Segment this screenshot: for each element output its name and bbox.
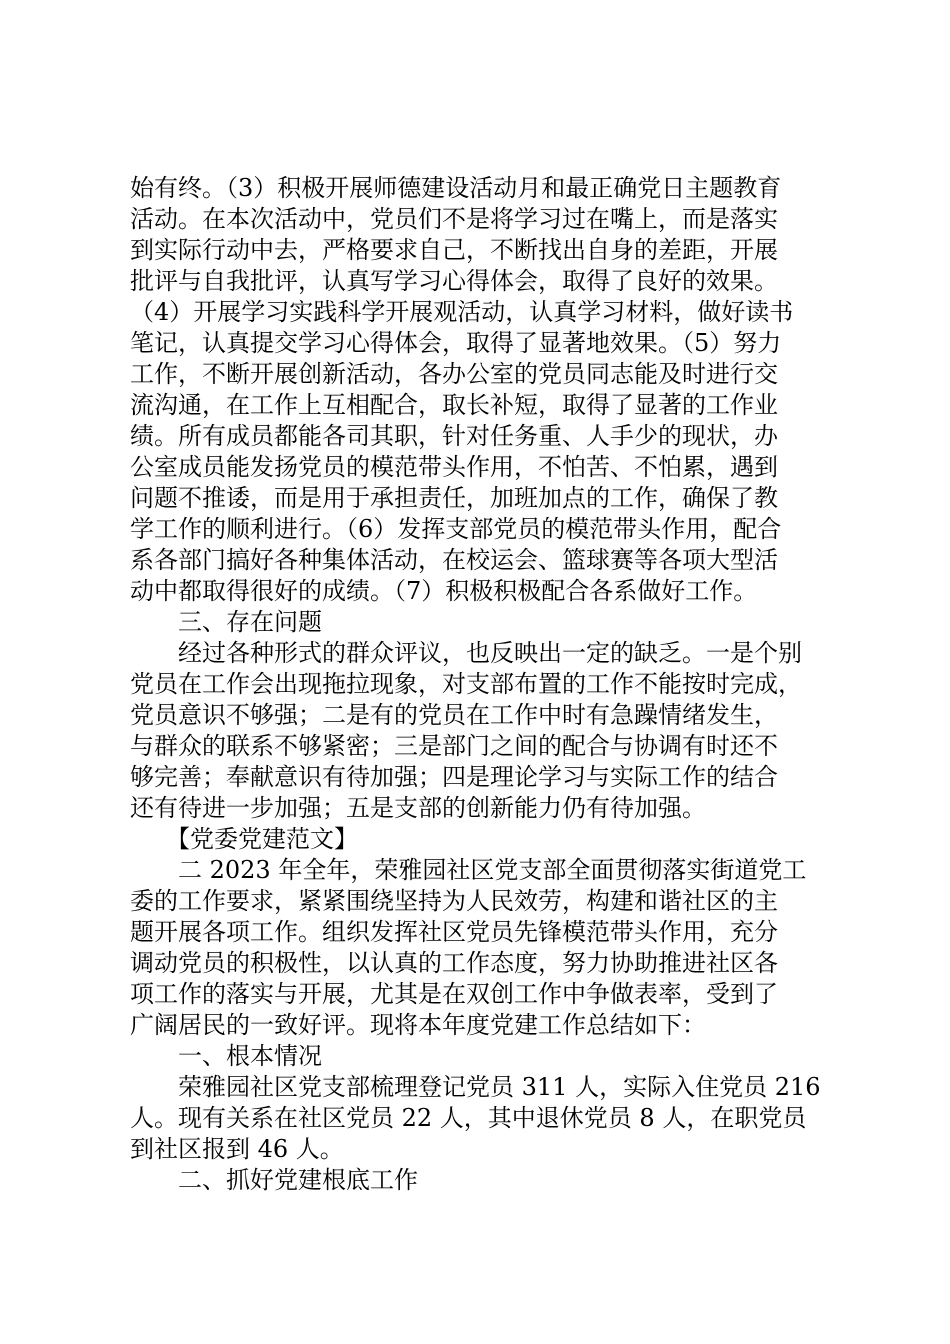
text-line: 二 2023 年全年，荣雅园社区党支部全面贯彻落实街道党工 — [130, 856, 807, 884]
text-line: 流沟通，在工作上互相配合，取长补短，取得了显著的工作业 — [130, 391, 778, 419]
text-line: 项工作的落实与开展，尤其是在双创工作中争做表率，受到了 — [130, 980, 778, 1008]
text-line: 学工作的顺利进行。（6）发挥支部党员的模范带头作用，配合 — [130, 515, 782, 543]
text-line: 人。现有关系在社区党员 22 人，其中退休党员 8 人，在职党员 — [130, 1104, 807, 1132]
text-line: 题开展各项工作。组织发挥社区党员先锋模范带头作用，充分 — [130, 918, 778, 946]
text-line: 批评与自我批评，认真写学习心得体会，取得了良好的效果。 — [130, 267, 778, 295]
text-line: 问题不推诿，而是用于承担责任，加班加点的工作，确保了教 — [130, 484, 778, 512]
text-line: 系各部门搞好各种集体活动，在校运会、篮球赛等各项大型活 — [130, 546, 778, 574]
text-line: 活动。在本次活动中，党员们不是将学习过在嘴上，而是落实 — [130, 205, 778, 233]
text-line: 广阔居民的一致好评。现将本年度党建工作总结如下： — [130, 1011, 706, 1039]
text-line: 够完善；奉献意识有待加强；四是理论学习与实际工作的结合 — [130, 763, 778, 791]
text-line: 荣雅园社区党支部梳理登记党员 311 人，实际入住党员 216 — [130, 1073, 821, 1101]
section-heading: 一、根本情况 — [130, 1042, 322, 1070]
text-line: 绩。所有成员都能各司其职，针对任务重、人手少的现状，办 — [130, 422, 778, 450]
text-line: 经过各种形式的群众评议，也反映出一定的缺乏。一是个别 — [130, 639, 802, 667]
text-line: （4）开展学习实践科学开展观活动，认真学习材料，做好读书 — [130, 298, 794, 326]
text-line: 到实际行动中去，严格要求自己，不断找出自身的差距，开展 — [130, 236, 778, 264]
text-line: 党员在工作会出现拖拉现象，对支部布置的工作不能按时完成， — [130, 670, 802, 698]
text-line: 工作，不断开展创新活动，各办公室的党员同志能及时进行交 — [130, 360, 778, 388]
text-line: 到社区报到 46 人。 — [130, 1135, 344, 1163]
text-line: 调动党员的积极性，以认真的工作态度，努力协助推进社区各 — [130, 949, 778, 977]
text-line: 与群众的联系不够紧密；三是部门之间的配合与协调有时还不 — [130, 732, 778, 760]
section-heading: 三、存在问题 — [130, 608, 322, 636]
text-line: 动中都取得很好的成绩。（7）积极积极配合各系做好工作。 — [130, 577, 758, 605]
text-line: 笔记，认真提交学习心得体会，取得了显著地效果。（5）努力 — [130, 329, 782, 357]
text-line: 还有待进一步加强；五是支部的创新能力仍有待加强。 — [130, 794, 706, 822]
text-line: 委的工作要求，紧紧围绕坚持为人民效劳，构建和谐社区的主 — [130, 887, 778, 915]
text-line: 公室成员能发扬党员的模范带头作用，不怕苦、不怕累，遇到 — [130, 453, 778, 481]
section-heading: 二、抓好党建根底工作 — [130, 1166, 418, 1194]
text-line: 始有终。（3）积极开展师德建设活动月和最正确党日主题教育 — [130, 174, 782, 202]
section-heading: 【党委党建范文】 — [130, 825, 358, 853]
text-line: 党员意识不够强；二是有的党员在工作中时有急躁情绪发生， — [130, 701, 778, 729]
